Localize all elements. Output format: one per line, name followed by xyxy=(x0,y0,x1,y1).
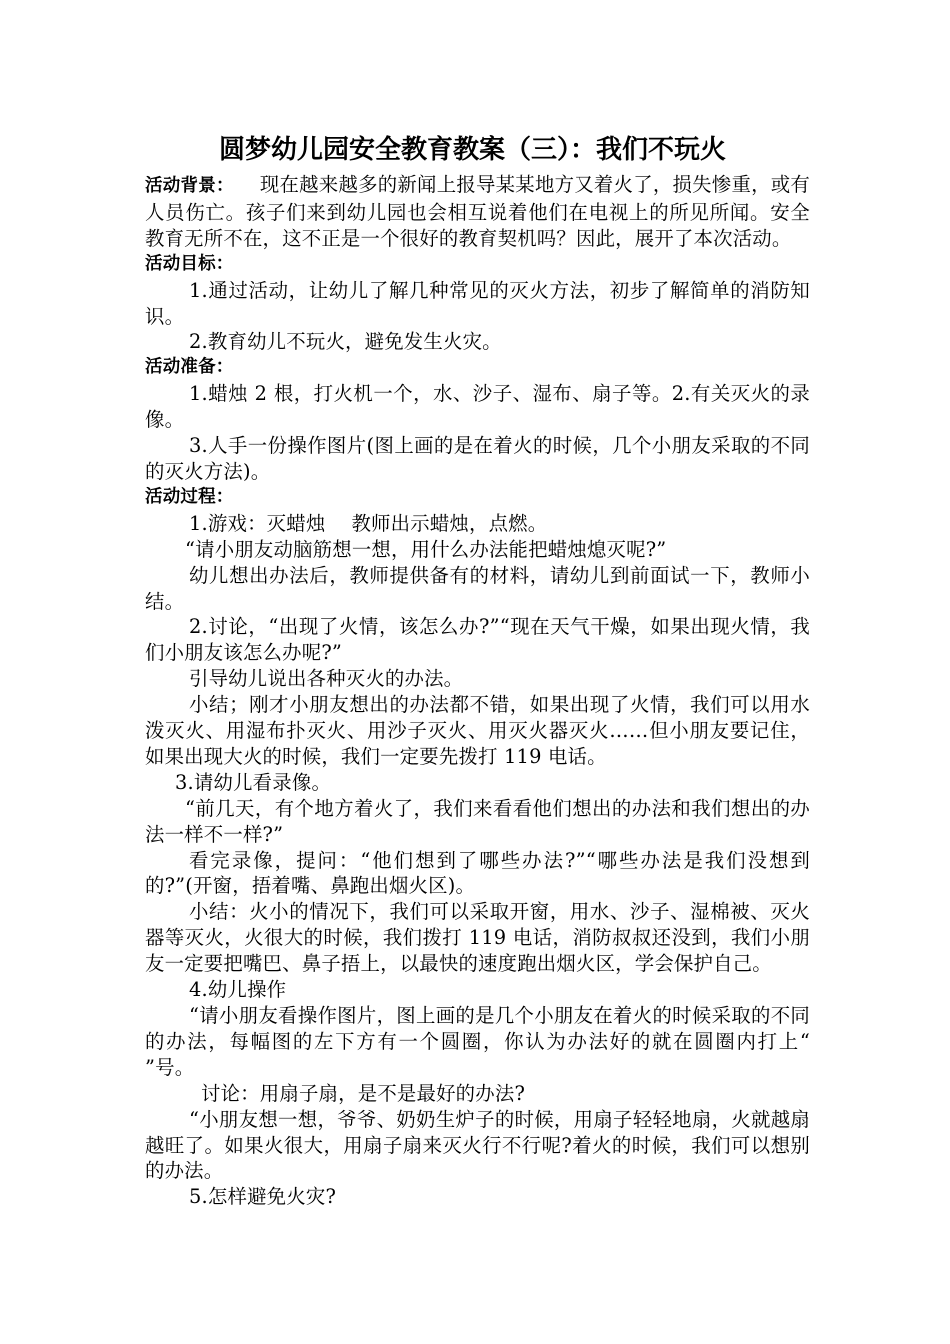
goal-item: 2.教育幼儿不玩火，避免发生火灾。 xyxy=(189,330,502,354)
process-paragraph: “请小朋友看操作图片，图上画的是几个小朋友在着火的时候采取的不同的办法，每幅图的左下方有一个圆圈，你认为办法好的就在圆圈内打上“ ”号。 xyxy=(145,1004,836,1079)
process-paragraph: 小结：火小的情况下，我们可以采取开窗，用水、沙子、湿棉被、灭火器等灭火，火很大的时候，我们拨打 119 电话，消防叔叔还没到，我们小朋友一定要把嘴巴、鼻子捂上，以最快的速度跑出烟火区，学会保护自己。 xyxy=(145,900,810,976)
process-heading: 活动过程： xyxy=(145,486,234,507)
background-section xyxy=(145,172,810,252)
page-title: 圆梦幼儿园安全教育教案（三）：我们不玩火 xyxy=(218,135,726,165)
process-paragraph: 讨论：用扇子扇，是不是最好的办法? xyxy=(201,1081,526,1105)
process-paragraph: 小结；刚才小朋友想出的办法都不错，如果出现了火情，我们可以用水泼灭火、用湿布扑灭火、用沙子灭火、用灭火器灭火……但小朋友要记住，如果出现大火的时候，我们一定要先拨打 119 电话。 xyxy=(145,693,810,768)
process-paragraph: 引导幼儿说出各种灭火的办法。 xyxy=(189,667,464,691)
goal-item: 1.通过活动，让幼儿了解几种常见的灭火方法，初步了解简单的消防知识。 xyxy=(145,278,810,328)
background-text: 现在越来越多的新闻上报导某某地方又着火了，损失惨重，或有人员伤亡。孩子们来到幼儿园也会相互说着他们在电视上的所见所闻。安全教育无所不在，这不正是一个很好的教育契机吗？因此，展开了本次活动。 xyxy=(145,173,810,250)
process-paragraph: “小朋友想一想，爷爷、奶奶生炉子的时候，用扇子轻轻地扇，火就越扇越旺了。如果火很大，用扇子扇来灭火行不行呢?着火的时候，我们可以想别的办法。 xyxy=(145,1107,810,1183)
process-paragraph: “前几天，有个地方着火了，我们来看看他们想出的办法和我们想出的办法一样不一样?” xyxy=(145,796,810,846)
preparation-item: 3.人手一份操作图片(图上画的是在着火的时候，几个小朋友采取的不同的灭火方法)。 xyxy=(145,434,810,483)
process-paragraph: 5.怎样避免火灾? xyxy=(189,1185,337,1209)
preparation-heading: 活动准备： xyxy=(145,357,234,378)
document-body xyxy=(145,132,836,1210)
step1-title: 1.游戏：灭蜡烛 xyxy=(189,511,326,535)
process-paragraph: “请小朋友动脑筋想一想，用什么办法能把蜡烛熄灭呢?” xyxy=(185,537,667,561)
goals-heading: 活动目标： xyxy=(145,253,234,274)
step1-text: 教师出示蜡烛，点燃。 xyxy=(351,511,548,535)
process-paragraph: 3.请幼儿看录像。 xyxy=(175,770,332,794)
process-paragraph: 看完录像，提问：“他们想到了哪些办法?”“哪些办法是我们没想到的?”(开窗，捂着嘴、鼻跑出烟火区)。 xyxy=(145,848,810,898)
process-step-1 xyxy=(145,511,810,537)
preparation-item: 1.蜡烛 2 根，打火机一个，水、沙子、湿布、扇子等。2.有关灭火的录像。 xyxy=(145,382,810,432)
background-heading: 活动背景： xyxy=(145,176,234,196)
process-paragraph: 4.幼儿操作 xyxy=(189,978,287,1002)
process-paragraph: 幼儿想出办法后，教师提供备有的材料，请幼儿到前面试一下，教师小结。 xyxy=(145,563,810,613)
process-paragraph: 2.讨论，“出现了火情，该怎么办?”“现在天气干燥，如果出现火情，我们小朋友该怎么办呢?” xyxy=(145,615,810,665)
